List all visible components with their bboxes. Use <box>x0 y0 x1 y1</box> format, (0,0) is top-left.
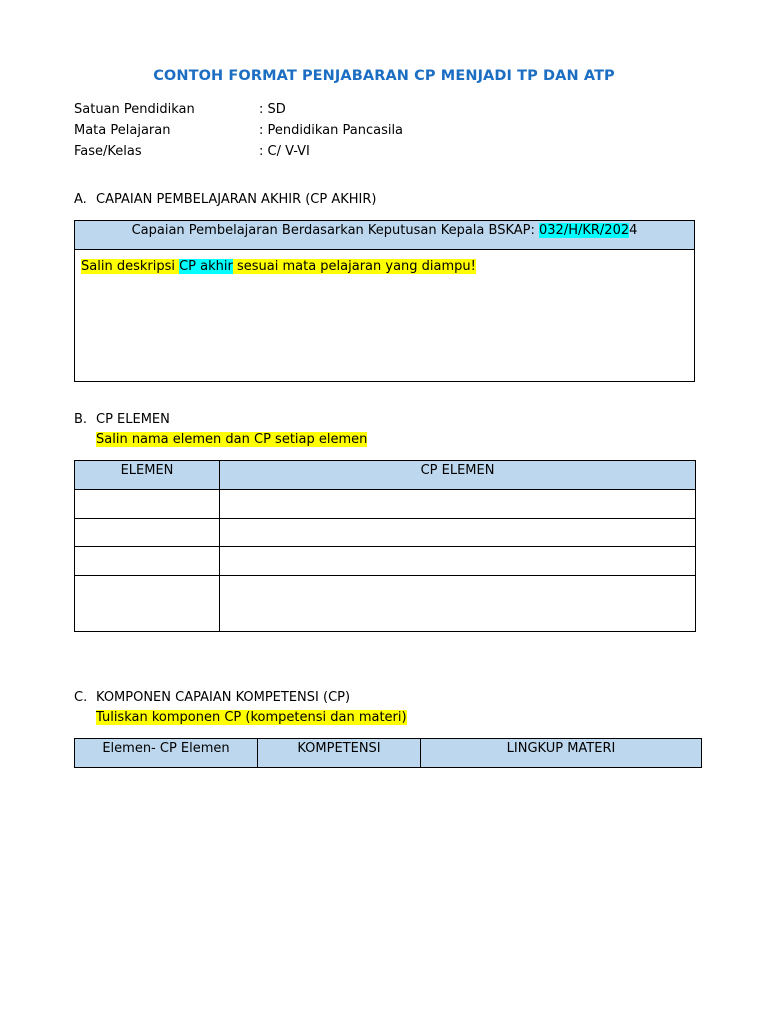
section-c-heading <box>74 690 350 705</box>
section-number: A. <box>74 192 87 207</box>
column-header-lingkup-materi: LINGKUP MATERI <box>421 739 702 768</box>
section-a-heading <box>74 192 377 207</box>
section-b-instruction <box>96 432 367 447</box>
table-cell[interactable] <box>75 576 220 632</box>
table-cell[interactable] <box>220 519 696 547</box>
column-header-cp-elemen: CP ELEMEN <box>220 461 696 490</box>
table-cell[interactable] <box>220 576 696 632</box>
info-label: Mata Pelajaran <box>74 123 171 138</box>
section-b-heading <box>74 412 170 427</box>
info-label: Fase/Kelas <box>74 144 142 159</box>
table-cell[interactable] <box>220 547 696 576</box>
header-highlight: 032/H/KR/202 <box>539 223 630 238</box>
section-number: B. <box>74 412 88 427</box>
instruction-text: Salin nama elemen dan CP setiap elemen <box>96 432 368 447</box>
note-highlight: CP akhir <box>179 259 233 274</box>
cp-elemen-table <box>74 460 696 632</box>
header-suffix: 4 <box>629 223 638 238</box>
section-title: KOMPONEN CAPAIAN KOMPETENSI (CP) <box>96 690 351 705</box>
info-value: : SD <box>259 102 286 117</box>
column-header-elemen-cp: Elemen- CP Elemen <box>75 739 258 768</box>
note-text: Salin deskripsi <box>81 259 180 274</box>
instruction-text: Tuliskan komponen CP (kompetensi dan materi) <box>96 710 407 725</box>
table-row <box>75 519 696 547</box>
cp-akhir-table <box>74 220 695 382</box>
column-header-elemen: ELEMEN <box>75 461 220 490</box>
table-row <box>75 547 696 576</box>
table-row <box>75 490 696 519</box>
info-value: : C/ V-VI <box>259 144 310 159</box>
table-cell[interactable] <box>220 490 696 519</box>
column-header-kompetensi: KOMPETENSI <box>258 739 421 768</box>
cp-akhir-table-body[interactable] <box>75 250 694 283</box>
cp-akhir-table-header <box>75 221 694 250</box>
info-label: Satuan Pendidikan <box>74 102 195 117</box>
note-text: sesuai mata pelajaran yang diampu! <box>232 259 476 274</box>
section-title: CP ELEMEN <box>96 412 170 427</box>
info-value: : Pendidikan Pancasila <box>259 123 404 138</box>
table-cell[interactable] <box>75 490 220 519</box>
table-cell[interactable] <box>75 519 220 547</box>
table-cell[interactable] <box>75 547 220 576</box>
table-row <box>75 576 696 632</box>
komponen-cp-table <box>74 738 702 768</box>
section-c-instruction <box>96 710 407 725</box>
section-title: CAPAIAN PEMBELAJARAN AKHIR (CP AKHIR) <box>96 192 377 207</box>
section-number: C. <box>74 690 88 705</box>
document-title: CONTOH FORMAT PENJABARAN CP MENJADI TP DAN ATP <box>153 68 615 84</box>
header-text: Capaian Pembelajaran Berdasarkan Keputusan Kepala BSKAP: <box>131 223 540 238</box>
